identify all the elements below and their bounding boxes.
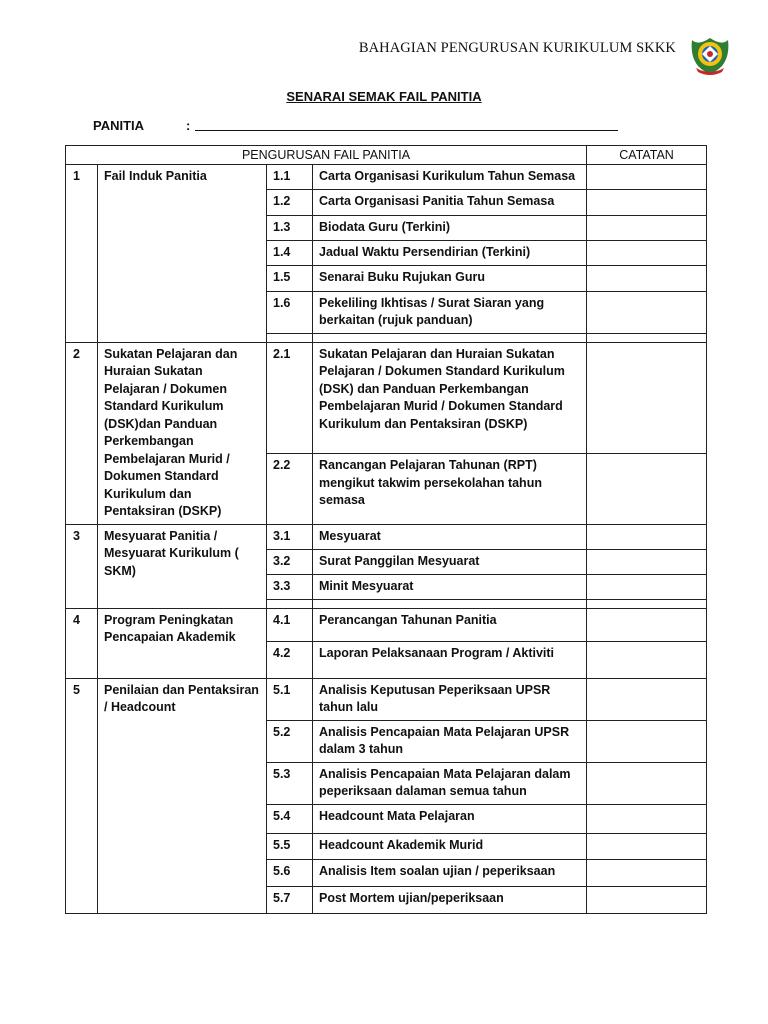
notes-cell[interactable]	[587, 240, 707, 265]
item-text: Jadual Waktu Persendirian (Terkini)	[313, 240, 587, 265]
checklist-table	[65, 145, 707, 914]
item-code: 1.1	[267, 165, 313, 190]
item-text: Biodata Guru (Terkini)	[313, 215, 587, 240]
item-text: Surat Panggilan Mesyuarat	[313, 549, 587, 574]
table-row	[66, 608, 707, 641]
table-row	[66, 524, 707, 549]
notes-cell[interactable]	[587, 165, 707, 190]
item-code: 5.1	[267, 678, 313, 720]
item-text: Pekeliling Ikhtisas / Surat Siaran yang berkaitan (rujuk panduan)	[313, 291, 587, 333]
panitia-colon: :	[186, 118, 191, 133]
section-number: 2	[66, 342, 98, 524]
section-title: Sukatan Pelajaran dan Huraian Sukatan Pelajaran / Dokumen Standard Kurikulum (DSK)dan Panduan Perkembangan Pembelajaran Murid / Dokumen Standard Kurikulum dan Pentaksiran (DSKP)	[98, 342, 267, 524]
item-text: Post Mortem ujian/peperiksaan	[313, 886, 587, 913]
document-title: SENARAI SEMAK FAIL PANITIA	[286, 89, 482, 104]
item-code: 1.2	[267, 189, 313, 215]
table-row	[66, 678, 707, 720]
notes-cell[interactable]	[587, 454, 707, 524]
table-row	[66, 342, 707, 454]
item-text: Carta Organisasi Kurikulum Tahun Semasa	[313, 165, 587, 190]
item-code: 5.7	[267, 886, 313, 913]
section-number: 4	[66, 608, 98, 678]
notes-cell[interactable]	[587, 265, 707, 291]
item-text: Carta Organisasi Panitia Tahun Semasa	[313, 189, 587, 215]
notes-cell[interactable]	[587, 574, 707, 599]
notes-cell[interactable]	[587, 859, 707, 886]
notes-cell[interactable]	[587, 641, 707, 678]
notes-cell[interactable]	[587, 804, 707, 833]
item-code: 5.3	[267, 762, 313, 804]
item-code: 2.1	[267, 342, 313, 454]
item-text: Headcount Akademik Murid	[313, 833, 587, 859]
item-text: Analisis Pencapaian Mata Pelajaran dalam peperiksaan dalaman semua tahun	[313, 762, 587, 804]
item-code: 3.2	[267, 549, 313, 574]
panitia-label: PANITIA	[93, 118, 145, 133]
notes-cell[interactable]	[587, 608, 707, 641]
item-code: 1.4	[267, 240, 313, 265]
notes-cell[interactable]	[587, 215, 707, 240]
school-crest-logo-icon	[688, 30, 732, 76]
item-text: Sukatan Pelajaran dan Huraian Sukatan Pelajaran / Dokumen Standard Kurikulum (DSK) dan Panduan Perkembangan Pembelajaran Murid / Dokumen Standard Kurikulum dan Pentaksiran (DSKP)	[313, 342, 587, 454]
item-text: Minit Mesyuarat	[313, 574, 587, 599]
notes-cell[interactable]	[587, 524, 707, 549]
item-code: 2.2	[267, 454, 313, 524]
item-code: 3.3	[267, 574, 313, 599]
item-code: 5.6	[267, 859, 313, 886]
panitia-input-line[interactable]	[195, 130, 618, 131]
item-text: Laporan Pelaksanaan Program / Aktiviti	[313, 641, 587, 678]
item-text: Senarai Buku Rujukan Guru	[313, 265, 587, 291]
item-text: Headcount Mata Pelajaran	[313, 804, 587, 833]
item-code: 5.2	[267, 720, 313, 762]
section-title: Penilaian dan Pentaksiran / Headcount	[98, 678, 267, 913]
notes-cell[interactable]	[587, 549, 707, 574]
notes-cell[interactable]	[587, 189, 707, 215]
table-row	[66, 165, 707, 190]
item-code: 5.5	[267, 833, 313, 859]
section-title: Program Peningkatan Pencapaian Akademik	[98, 608, 267, 678]
item-code: 1.5	[267, 265, 313, 291]
section-number: 5	[66, 678, 98, 913]
section-number: 1	[66, 165, 98, 343]
section-title: Fail Induk Panitia	[98, 165, 267, 343]
item-code: 4.1	[267, 608, 313, 641]
item-text: Perancangan Tahunan Panitia	[313, 608, 587, 641]
notes-cell[interactable]	[587, 833, 707, 859]
notes-cell[interactable]	[587, 342, 707, 454]
item-code: 4.2	[267, 641, 313, 678]
table-header-row	[66, 146, 707, 165]
item-text: Rancangan Pelajaran Tahunan (RPT) mengikut takwim persekolahan tahun semasa	[313, 454, 587, 524]
item-text: Analisis Item soalan ujian / peperiksaan	[313, 859, 587, 886]
item-code: 1.6	[267, 291, 313, 333]
item-text: Analisis Keputusan Peperiksaan UPSR tahun lalu	[313, 678, 587, 720]
item-text: Analisis Pencapaian Mata Pelajaran UPSR dalam 3 tahun	[313, 720, 587, 762]
item-text: Mesyuarat	[313, 524, 587, 549]
notes-cell[interactable]	[587, 291, 707, 333]
item-code: 1.3	[267, 215, 313, 240]
header-organization: BAHAGIAN PENGURUSAN KURIKULUM SKKK	[358, 40, 676, 56]
notes-cell[interactable]	[587, 678, 707, 720]
header-main: PENGURUSAN FAIL PANITIA	[66, 146, 587, 165]
notes-cell[interactable]	[587, 720, 707, 762]
section-title: Mesyuarat Panitia / Mesyuarat Kurikulum ( SKM)	[98, 524, 267, 608]
notes-cell[interactable]	[587, 762, 707, 804]
notes-cell[interactable]	[587, 886, 707, 913]
header-notes: CATATAN	[587, 146, 707, 165]
section-number: 3	[66, 524, 98, 608]
item-code: 5.4	[267, 804, 313, 833]
item-code: 3.1	[267, 524, 313, 549]
